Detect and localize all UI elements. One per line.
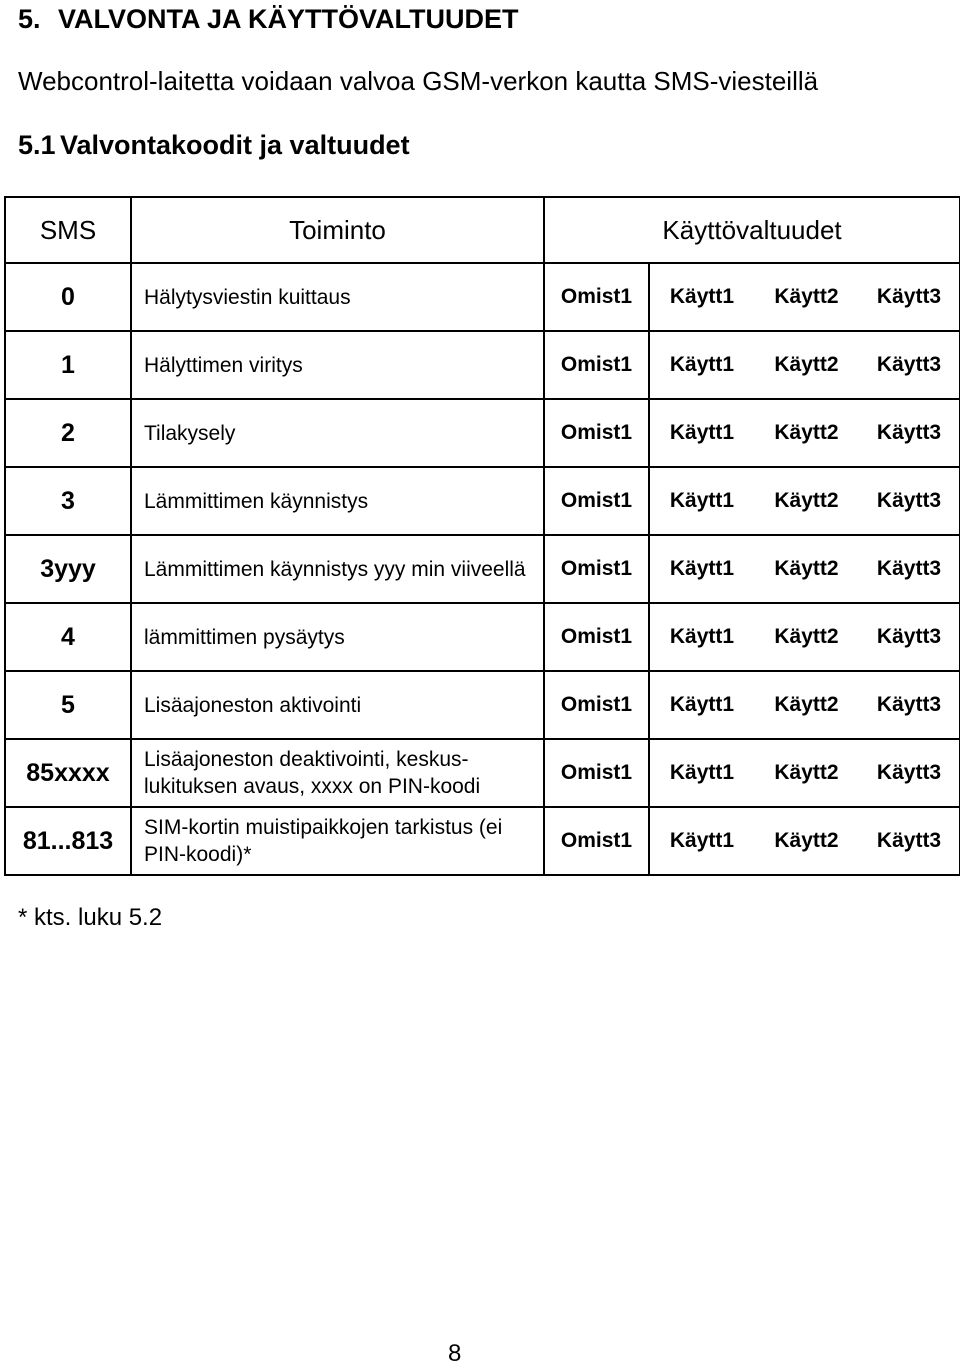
subsection-title: Valvontakoodit ja valtuudet — [60, 130, 410, 160]
permission-cell: Käytt1 — [649, 331, 754, 399]
permission-cell: Käytt2 — [754, 467, 859, 535]
permission-cell: Käytt1 — [649, 399, 754, 467]
action-cell: SIM-kortin muistipaikkojen tarkistus (ei PIN-koodi)* — [131, 807, 544, 875]
section-title: VALVONTA JA KÄYTTÖVALTUUDET — [58, 4, 519, 34]
permission-cell: Käytt2 — [754, 263, 859, 331]
sms-code-cell: 2 — [5, 399, 131, 467]
section-number: 5. — [18, 4, 41, 34]
permission-cell: Käytt3 — [859, 535, 960, 603]
action-cell: Lämmittimen käynnistys yyy min viiveellä — [131, 535, 544, 603]
permission-cell: Käytt3 — [859, 671, 960, 739]
permission-cell: Omist1 — [544, 603, 649, 671]
permission-cell: Käytt1 — [649, 263, 754, 331]
table-row — [5, 263, 960, 331]
header-sms: SMS — [5, 197, 131, 263]
permission-cell: Käytt3 — [859, 263, 960, 331]
control-codes-table — [4, 196, 960, 876]
permission-cell: Käytt3 — [859, 399, 960, 467]
permission-cell: Käytt1 — [649, 535, 754, 603]
table-row — [5, 399, 960, 467]
sms-code-cell: 0 — [5, 263, 131, 331]
permission-cell: Käytt1 — [649, 739, 754, 807]
sms-code-cell: 81...813 — [5, 807, 131, 875]
permission-cell: Käytt2 — [754, 399, 859, 467]
permission-cell: Käytt3 — [859, 467, 960, 535]
permission-cell: Käytt2 — [754, 739, 859, 807]
action-cell: lämmittimen pysäytys — [131, 603, 544, 671]
action-cell: Lämmittimen käynnistys — [131, 467, 544, 535]
permission-cell: Omist1 — [544, 807, 649, 875]
table-header-row — [5, 197, 960, 263]
action-cell: Hälyttimen viritys — [131, 331, 544, 399]
permission-cell: Käytt1 — [649, 603, 754, 671]
intro-paragraph: Webcontrol-laitetta voidaan valvoa GSM-verkon kautta SMS-viesteillä — [18, 66, 819, 96]
permission-cell: Omist1 — [544, 535, 649, 603]
permission-cell: Käytt2 — [754, 535, 859, 603]
permission-cell: Käytt3 — [859, 603, 960, 671]
permission-cell: Käytt1 — [649, 467, 754, 535]
action-cell: Tilakysely — [131, 399, 544, 467]
permission-cell: Käytt3 — [859, 331, 960, 399]
header-action: Toiminto — [131, 197, 544, 263]
table-row — [5, 535, 960, 603]
page-number: 8 — [448, 1340, 462, 1367]
subsection-number: 5.1 — [18, 130, 56, 160]
permission-cell: Käytt2 — [754, 331, 859, 399]
sms-code-cell: 1 — [5, 331, 131, 399]
permission-cell: Käytt2 — [754, 603, 859, 671]
permission-cell: Omist1 — [544, 331, 649, 399]
permission-cell: Käytt2 — [754, 807, 859, 875]
table-row — [5, 467, 960, 535]
permission-cell: Käytt3 — [859, 807, 960, 875]
table-row — [5, 671, 960, 739]
permission-cell: Käytt3 — [859, 739, 960, 807]
subsection-heading — [18, 130, 410, 161]
footnote: * kts. luku 5.2 — [18, 904, 163, 931]
permission-cell: Omist1 — [544, 739, 649, 807]
table-row — [5, 807, 960, 875]
header-permissions: Käyttövaltuudet — [544, 197, 960, 263]
sms-code-cell: 3 — [5, 467, 131, 535]
table-row — [5, 739, 960, 807]
table-row — [5, 331, 960, 399]
sms-code-cell: 5 — [5, 671, 131, 739]
sms-code-cell: 4 — [5, 603, 131, 671]
permission-cell: Käytt1 — [649, 671, 754, 739]
permission-cell: Käytt1 — [649, 807, 754, 875]
section-heading — [18, 4, 518, 35]
permission-cell: Omist1 — [544, 263, 649, 331]
permission-cell: Omist1 — [544, 467, 649, 535]
sms-code-cell: 85xxxx — [5, 739, 131, 807]
action-cell: Hälytysviestin kuittaus — [131, 263, 544, 331]
action-cell: Lisäajoneston aktivointi — [131, 671, 544, 739]
permission-cell: Omist1 — [544, 671, 649, 739]
permission-cell: Käytt2 — [754, 671, 859, 739]
action-cell: Lisäajoneston deaktivointi, keskus-lukituksen avaus, xxxx on PIN-koodi — [131, 739, 544, 807]
sms-code-cell: 3yyy — [5, 535, 131, 603]
permission-cell: Omist1 — [544, 399, 649, 467]
table-row — [5, 603, 960, 671]
